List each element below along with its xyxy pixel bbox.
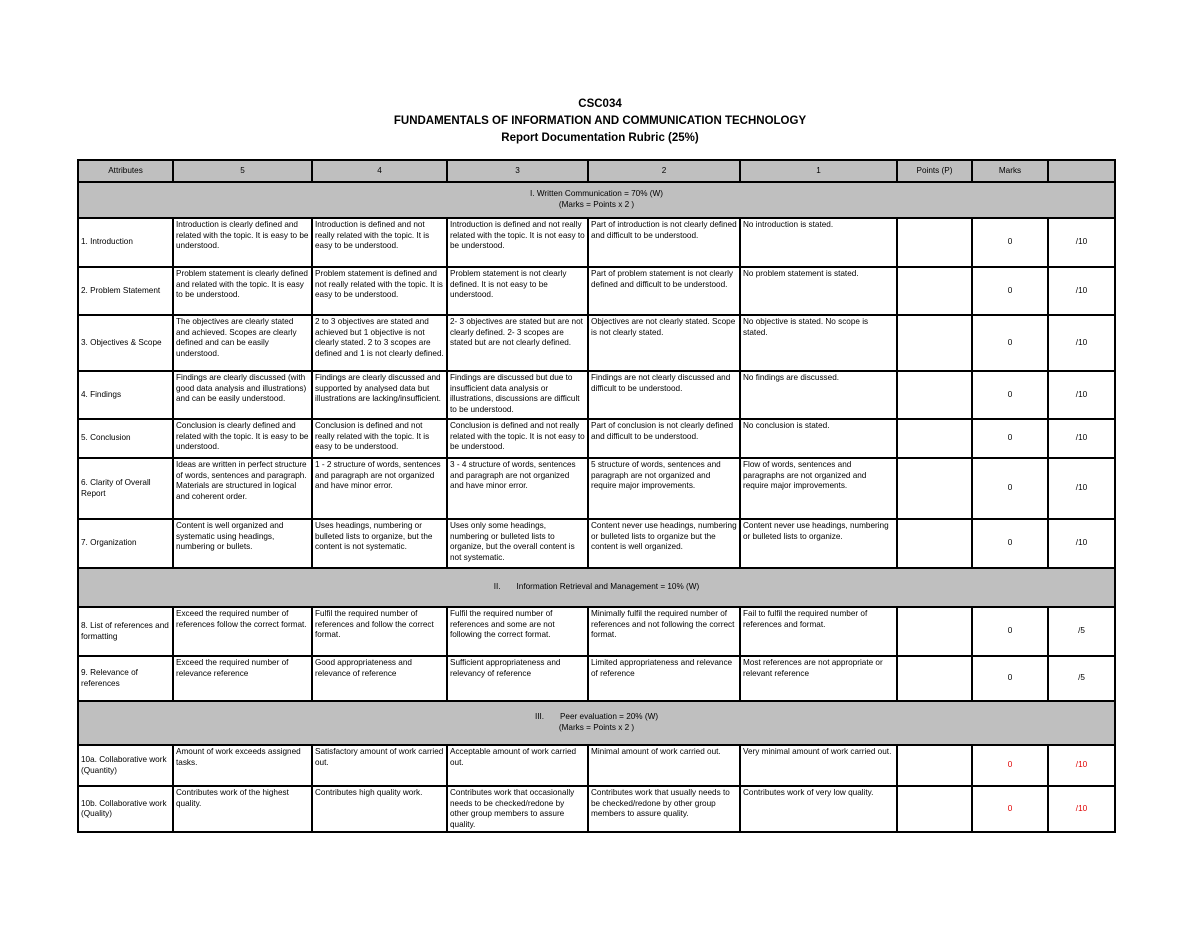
table-row	[78, 218, 1115, 267]
col-header-score-1: 1	[740, 160, 897, 182]
criteria-cell: Limited appropriateness and relevance of reference	[588, 656, 740, 701]
table-row	[78, 607, 1115, 656]
criteria-cell: Findings are not clearly discussed and difficult to be understood.	[588, 371, 740, 419]
points-cell[interactable]	[897, 371, 972, 419]
out-of-cell: /10	[1048, 745, 1115, 786]
criteria-cell: No introduction is stated.	[740, 218, 897, 267]
criteria-cell: Contributes high quality work.	[312, 786, 447, 832]
marks-cell: 0	[972, 786, 1048, 832]
attribute-cell: 4. Findings	[78, 371, 173, 419]
criteria-cell: Objectives are not clearly stated. Scope is not clearly stated.	[588, 315, 740, 371]
points-cell[interactable]	[897, 519, 972, 568]
criteria-cell: No problem statement is stated.	[740, 267, 897, 315]
points-cell[interactable]	[897, 656, 972, 701]
col-header-score-3: 3	[447, 160, 588, 182]
out-of-cell: /10	[1048, 419, 1115, 458]
criteria-cell: Amount of work exceeds assigned tasks.	[173, 745, 312, 786]
out-of-cell: /5	[1048, 607, 1115, 656]
table-row	[78, 745, 1115, 786]
attribute-cell: 5. Conclusion	[78, 419, 173, 458]
section-subtitle: (Marks = Points x 2 )	[558, 723, 635, 732]
course-title: FUNDAMENTALS OF INFORMATION AND COMMUNICATION TECHNOLOGY	[393, 115, 807, 127]
criteria-cell: Very minimal amount of work carried out.	[740, 745, 897, 786]
criteria-cell: Acceptable amount of work carried out.	[447, 745, 588, 786]
col-header-score-2: 2	[588, 160, 740, 182]
column-header-row	[78, 160, 1115, 182]
table-row	[78, 656, 1115, 701]
criteria-cell: Flow of words, sentences and paragraphs are not organized and require major improvements.	[740, 458, 897, 519]
criteria-cell: Problem statement is defined and not really related with the topic. It is easy to be understood.	[312, 267, 447, 315]
criteria-cell: Content never use headings, numbering or bulleted lists to organize but the content is well organized.	[588, 519, 740, 568]
points-cell[interactable]	[897, 419, 972, 458]
section-title: II. Information Retrieval and Management = 10% (W)	[493, 582, 700, 592]
criteria-cell: 5 structure of words, sentences and paragraph are not organized and require major improvements.	[588, 458, 740, 519]
criteria-cell: Fail to fulfil the required number of references and format.	[740, 607, 897, 656]
points-cell[interactable]	[897, 786, 972, 832]
section-title: I. Written Communication = 70% (W)	[530, 189, 663, 199]
marks-cell: 0	[972, 419, 1048, 458]
col-header-marks: Marks	[972, 160, 1048, 182]
criteria-cell: Most references are not appropriate or relevant reference	[740, 656, 897, 701]
section-title: III. Peer evaluation = 20% (W)	[534, 712, 659, 722]
criteria-cell: Problem statement is not clearly defined. It is not easy to be understood.	[447, 267, 588, 315]
criteria-cell: No objective is stated. No scope is stated.	[740, 315, 897, 371]
attribute-cell: 9. Relevance of references	[78, 656, 173, 701]
section-row	[78, 182, 1115, 218]
criteria-cell: Conclusion is clearly defined and related with the topic. It is easy to be understood.	[173, 419, 312, 458]
marks-cell: 0	[972, 315, 1048, 371]
marks-cell: 0	[972, 607, 1048, 656]
criteria-cell: Good appropriateness and relevance of reference	[312, 656, 447, 701]
rubric-title: Report Documentation Rubric (25%)	[501, 132, 699, 144]
attribute-cell: 2. Problem Statement	[78, 267, 173, 315]
table-row	[78, 267, 1115, 315]
criteria-cell: The objectives are clearly stated and achieved. Scopes are clearly defined and can be easily understood.	[173, 315, 312, 371]
attribute-cell: 3. Objectives & Scope	[78, 315, 173, 371]
table-row	[78, 315, 1115, 371]
criteria-cell: Introduction is clearly defined and related with the topic. It is easy to be understood.	[173, 218, 312, 267]
criteria-cell: Exceed the required number of references follow the correct format.	[173, 607, 312, 656]
criteria-cell: Conclusion is defined and not really related with the topic. It is easy to be understood.	[312, 419, 447, 458]
attribute-cell: 1. Introduction	[78, 218, 173, 267]
points-cell[interactable]	[897, 218, 972, 267]
table-row	[78, 371, 1115, 419]
marks-cell: 0	[972, 656, 1048, 701]
out-of-cell: /10	[1048, 218, 1115, 267]
out-of-cell: /10	[1048, 786, 1115, 832]
table-row	[78, 419, 1115, 458]
section-heading	[78, 182, 1115, 218]
course-code: CSC034	[578, 98, 622, 110]
marks-cell: 0	[972, 745, 1048, 786]
criteria-cell: Fulfil the required number of references and some are not following the correct format.	[447, 607, 588, 656]
criteria-cell: Exceed the required number of relevance reference	[173, 656, 312, 701]
points-cell[interactable]	[897, 315, 972, 371]
section-row	[78, 568, 1115, 607]
criteria-cell: Ideas are written in perfect structure of words, sentences and paragraph. Materials are structured in logical and coherent order.	[173, 458, 312, 519]
marks-cell: 0	[972, 519, 1048, 568]
criteria-cell: Sufficient appropriateness and relevancy of reference	[447, 656, 588, 701]
marks-cell: 0	[972, 458, 1048, 519]
marks-cell: 0	[972, 267, 1048, 315]
section-subtitle: (Marks = Points x 2 )	[558, 200, 635, 209]
criteria-cell: Fulfil the required number of references and follow the correct format.	[312, 607, 447, 656]
section-row	[78, 701, 1115, 745]
criteria-cell: Findings are discussed but due to insufficient data analysis or illustrations, discussions are difficult to be understood.	[447, 371, 588, 419]
criteria-cell: Contributes work that usually needs to be checked/redone by other group members to assure quality.	[588, 786, 740, 832]
criteria-cell: Contributes work of very low quality.	[740, 786, 897, 832]
attribute-cell: 10a. Collaborative work (Quantity)	[78, 745, 173, 786]
criteria-cell: Problem statement is clearly defined and related with the topic. It is easy to be understood.	[173, 267, 312, 315]
criteria-cell: Uses headings, numbering or bulleted lists to organize, but the content is not systematic.	[312, 519, 447, 568]
out-of-cell: /10	[1048, 267, 1115, 315]
attribute-cell: 8. List of references and formatting	[78, 607, 173, 656]
col-header-points: Points (P)	[897, 160, 972, 182]
points-cell[interactable]	[897, 607, 972, 656]
criteria-cell: Part of introduction is not clearly defined and difficult to be understood.	[588, 218, 740, 267]
out-of-cell: /10	[1048, 371, 1115, 419]
criteria-cell: Part of problem statement is not clearly defined and difficult to be understood.	[588, 267, 740, 315]
table-row	[78, 458, 1115, 519]
table-row	[78, 786, 1115, 832]
criteria-cell: 2 to 3 objectives are stated and achieved but 1 objective is not clearly stated. 2 to 3 scopes are defined and 1 is not clearly defined.	[312, 315, 447, 371]
attribute-cell: 7. Organization	[78, 519, 173, 568]
criteria-cell: Introduction is defined and not really related with the topic. It is not easy to be understood.	[447, 218, 588, 267]
criteria-cell: Content never use headings, numbering or bulleted lists to organize.	[740, 519, 897, 568]
criteria-cell: Minimally fulfil the required number of references and not following the correct format.	[588, 607, 740, 656]
points-cell[interactable]	[897, 267, 972, 315]
section-heading	[78, 701, 1115, 745]
criteria-cell: Contributes work of the highest quality.	[173, 786, 312, 832]
criteria-cell: Conclusion is defined and not really related with the topic. It is not easy to be understood.	[447, 419, 588, 458]
criteria-cell: No findings are discussed.	[740, 371, 897, 419]
criteria-cell: Uses only some headings, numbering or bulleted lists to organize, but the overall content is not systematic.	[447, 519, 588, 568]
criteria-cell: Part of conclusion is not clearly defined and difficult to be understood.	[588, 419, 740, 458]
criteria-cell: 1 - 2 structure of words, sentences and paragraph are not organized and have minor error.	[312, 458, 447, 519]
criteria-cell: Satisfactory amount of work carried out.	[312, 745, 447, 786]
marks-cell: 0	[972, 371, 1048, 419]
out-of-cell: /10	[1048, 315, 1115, 371]
out-of-cell: /5	[1048, 656, 1115, 701]
points-cell[interactable]	[897, 458, 972, 519]
rubric-table	[77, 159, 1116, 833]
marks-cell: 0	[972, 218, 1048, 267]
section-heading	[78, 568, 1115, 607]
col-header-score-4: 4	[312, 160, 447, 182]
table-row	[78, 519, 1115, 568]
points-cell[interactable]	[897, 745, 972, 786]
criteria-cell: No conclusion is stated.	[740, 419, 897, 458]
criteria-cell: 2- 3 objectives are stated but are not clearly defined. 2- 3 scopes are stated but are not clearly defined.	[447, 315, 588, 371]
criteria-cell: Contributes work that occasionally needs to be checked/redone by other group members to assure quality.	[447, 786, 588, 832]
criteria-cell: 3 - 4 structure of words, sentences and paragraph are not organized and have minor error.	[447, 458, 588, 519]
col-header-out-of	[1048, 160, 1115, 182]
attribute-cell: 6. Clarity of Overall Report	[78, 458, 173, 519]
criteria-cell: Findings are clearly discussed (with good data analysis and illustrations) and can be easily understood.	[173, 371, 312, 419]
criteria-cell: Minimal amount of work carried out.	[588, 745, 740, 786]
criteria-cell: Content is well organized and systematic using headings, numbering or bullets.	[173, 519, 312, 568]
document-header	[0, 96, 1200, 147]
criteria-cell: Findings are clearly discussed and supported by analysed data but illustrations are lacking/insufficient.	[312, 371, 447, 419]
criteria-cell: Introduction is defined and not really related with the topic. It is easy to be understood.	[312, 218, 447, 267]
col-header-score-5: 5	[173, 160, 312, 182]
out-of-cell: /10	[1048, 519, 1115, 568]
attribute-cell: 10b. Collaborative work (Quality)	[78, 786, 173, 832]
col-header-attributes: Attributes	[78, 160, 173, 182]
out-of-cell: /10	[1048, 458, 1115, 519]
